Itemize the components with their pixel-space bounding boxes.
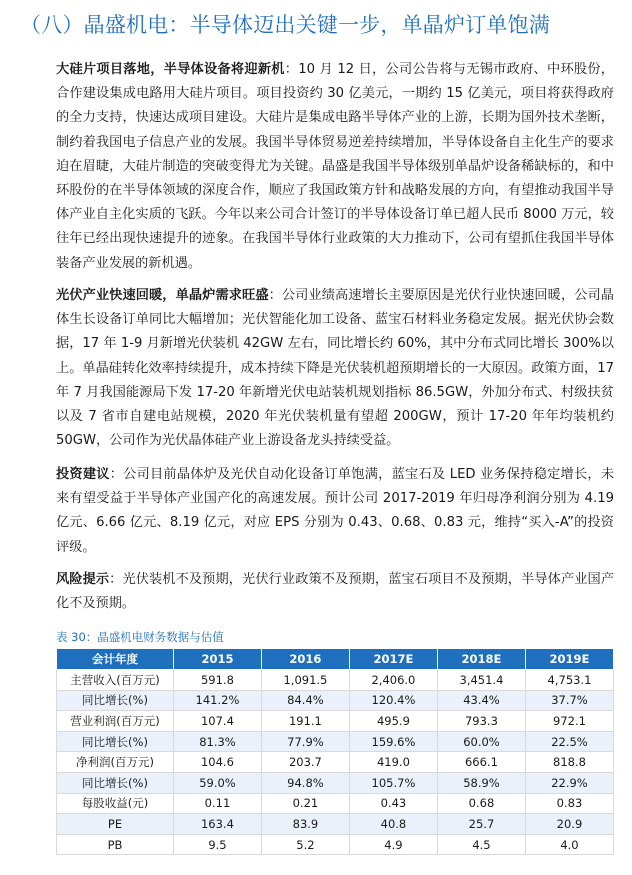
header-cell: 2018E	[437, 649, 525, 670]
table-cell: 83.9	[261, 814, 349, 835]
table-cell: 81.3%	[174, 731, 262, 752]
table-cell: 4.9	[349, 834, 437, 855]
paragraph-lead: 风险提示	[56, 572, 110, 587]
table-cell: 58.9%	[437, 772, 525, 793]
table-cell: 107.4	[174, 711, 262, 732]
table-cell: 159.6%	[349, 731, 437, 752]
row-label: PB	[57, 834, 174, 855]
header-cell: 2017E	[349, 649, 437, 670]
table-cell: 203.7	[261, 752, 349, 773]
table-row	[57, 690, 614, 711]
table-cell: 972.1	[525, 711, 613, 732]
row-label: 同比增长(%)	[57, 690, 174, 711]
table-cell: 0.21	[261, 793, 349, 814]
header-cell: 2019E	[525, 649, 613, 670]
header-cell: 会计年度	[57, 649, 174, 670]
table-cell: 0.83	[525, 793, 613, 814]
table-caption: 表 30：晶盛机电财务数据与估值	[56, 630, 224, 644]
table-cell: 0.11	[174, 793, 262, 814]
paragraph-risk	[56, 568, 614, 616]
table-cell: 105.7%	[349, 772, 437, 793]
paragraph-body: ：10 月 12 日，公司公告将与无锡市政府、中环股份，合作建设集成电路用大硅片项目。项目投资约 30 亿美元，一期约 15 亿美元，项目将获得政府的全力支持，快速达成项目建设。大硅片是集成电路半导体产业的上游，长期为国外技术垄断，制约着我国电子信息产业的发展。我国半导体贸易逆差持续增加，半导体设备自主化生产的要求迫在眉睫，大硅片制造的突破变得尤为关键。晶盛是我国半导体级别单晶炉设备稀缺标的，和中环股份的在半导体领域的深度合作，顺应了我国政策方针和战略发展的方向，有望推动我国半导体产业自主化实质的飞跃。今年以来公司合计签订的半导体设备订单已超人民币 8000 万元，较往年已经出现快速提升的迹象。在我国半导体行业政策的大力推动下，公司有望抓住我国半导体装备产业发展的新机遇。	[56, 62, 614, 271]
row-label: 净利润(百万元)	[57, 752, 174, 773]
table-row	[57, 793, 614, 814]
table-cell: 94.8%	[261, 772, 349, 793]
paragraph-photovoltaic	[56, 284, 614, 453]
table-row	[57, 752, 614, 773]
table-cell: 59.0%	[174, 772, 262, 793]
header-cell: 2015	[174, 649, 262, 670]
row-label: PE	[57, 814, 174, 835]
table-row	[57, 711, 614, 732]
paragraph-investment	[56, 463, 614, 560]
table-cell: 163.4	[174, 814, 262, 835]
table-cell: 3,451.4	[437, 670, 525, 691]
row-label: 营业利润(百万元)	[57, 711, 174, 732]
table-cell: 591.8	[174, 670, 262, 691]
paragraph-lead: 光伏产业快速回暖，单晶炉需求旺盛	[56, 288, 269, 303]
table-cell: 0.68	[437, 793, 525, 814]
table-cell: 22.9%	[525, 772, 613, 793]
table-cell: 22.5%	[525, 731, 613, 752]
table-cell: 9.5	[174, 834, 262, 855]
financial-table	[56, 648, 614, 855]
table-cell: 191.1	[261, 711, 349, 732]
section-heading: （八）晶盛机电：半导体迈出关键一步，单晶炉订单饱满	[20, 13, 550, 37]
table-cell: 818.8	[525, 752, 613, 773]
table-cell: 419.0	[349, 752, 437, 773]
table-cell: 141.2%	[174, 690, 262, 711]
paragraph-silicon-wafer	[56, 58, 614, 276]
table-cell: 77.9%	[261, 731, 349, 752]
table-cell: 0.43	[349, 793, 437, 814]
table-cell: 104.6	[174, 752, 262, 773]
table-cell: 20.9	[525, 814, 613, 835]
table-cell: 4.5	[437, 834, 525, 855]
table-cell: 4.0	[525, 834, 613, 855]
table-cell: 1,091.5	[261, 670, 349, 691]
table-cell: 40.8	[349, 814, 437, 835]
paragraph-lead: 投资建议	[56, 467, 110, 482]
table-cell: 793.3	[437, 711, 525, 732]
table-row	[57, 731, 614, 752]
table-cell: 84.4%	[261, 690, 349, 711]
table-row	[57, 670, 614, 691]
table-row	[57, 814, 614, 835]
table-cell: 120.4%	[349, 690, 437, 711]
table-header-row	[57, 649, 614, 670]
paragraph-body: ：公司业绩高速增长主要原因是光伏行业快速回暖，公司晶体生长设备订单同比大幅增加；光伏智能化加工设备、蓝宝石材料业务稳定发展。据光伏协会数据，17 年 1-9 月新增光伏装机 42GW 左右，同比增长约 60%，其中分布式同比增长 300%以上。单晶硅转化效率持续提升，成本持续下降是光伏装机超预期增长的一大原因。政策方面，17 年 7 月我国能源局下发 17-20 年新增光伏电站装机规划指标 86.5GW，外加分布式、村级扶贫以及 7 省市自建电站规模，2020 年光伏装机量有望超 200GW，预计 17-20 年年均装机约 50GW，公司作为光伏晶体硅产业上游设备龙头持续受益。	[56, 288, 614, 449]
row-label: 同比增长(%)	[57, 731, 174, 752]
table-cell: 4,753.1	[525, 670, 613, 691]
paragraph-lead: 大硅片项目落地，半导体设备将迎新机	[56, 62, 285, 77]
paragraph-body: ：公司目前晶体炉及光伏自动化设备订单饱满，蓝宝石及 LED 业务保持稳定增长，未来有望受益于半导体产业国产化的高速发展。预计公司 2017-2019 年归母净利润分别为 4.19 亿元、6.66 亿元、8.19 亿元，对应 EPS 分别为 0.43、0.68、0.83 元，维持“买入-A”的投资评级。	[56, 467, 615, 555]
table-cell: 43.4%	[437, 690, 525, 711]
table-cell: 666.1	[437, 752, 525, 773]
table-row	[57, 772, 614, 793]
table-cell: 37.7%	[525, 690, 613, 711]
row-label: 主营收入(百万元)	[57, 670, 174, 691]
row-label: 每股收益(元)	[57, 793, 174, 814]
table-cell: 495.9	[349, 711, 437, 732]
table-cell: 60.0%	[437, 731, 525, 752]
header-cell: 2016	[261, 649, 349, 670]
table-cell: 5.2	[261, 834, 349, 855]
row-label: 同比增长(%)	[57, 772, 174, 793]
paragraph-body: ：光伏装机不及预期，光伏行业政策不及预期，蓝宝石项目不及预期，半导体产业国产化不及预期。	[56, 572, 615, 612]
table-row	[57, 834, 614, 855]
table-cell: 2,406.0	[349, 670, 437, 691]
table-cell: 25.7	[437, 814, 525, 835]
